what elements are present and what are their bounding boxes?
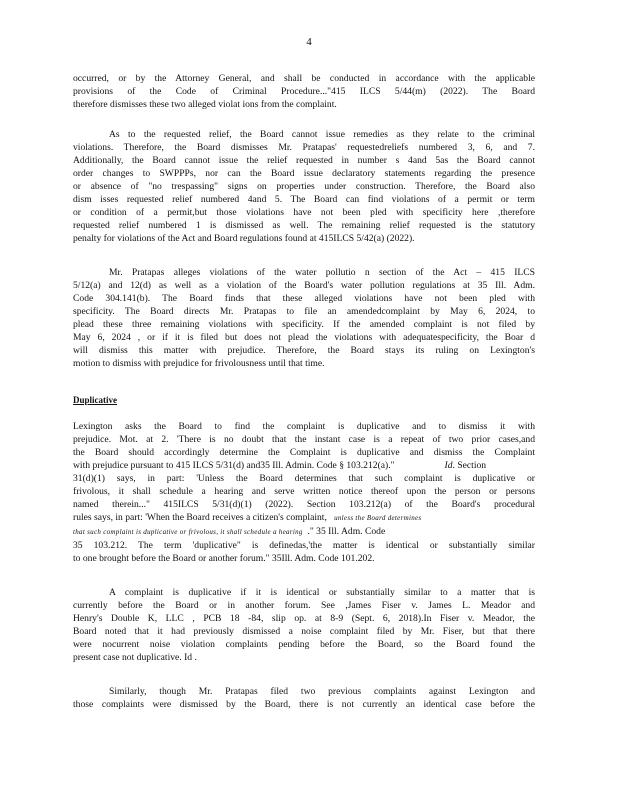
paragraph-1 [73, 72, 535, 111]
text-line: Additionally, the Board cannot issue the relief requested in number s 4and 5as the Board cannot [73, 155, 535, 166]
text-line: Code 304.141(b). The Board finds that these alleged violations have not been pled with [73, 293, 535, 304]
text-line: therefore dismisses these two alleged violat ions from the complaint. [73, 99, 337, 110]
text-line: prejudice. Mot. at 2. 'There is no doubt that the instant case is a repeat of two prior cases,and [73, 434, 535, 445]
text-line: were nocurrent noise violation complaints pending before the Board, so the Board found the [73, 639, 535, 650]
text-fragment: that such complaint is duplicative or frivolous, it shall schedule a hearing [73, 528, 303, 536]
text-line [73, 511, 535, 525]
section-heading: Duplicative [73, 395, 117, 405]
text-line: provisions of the Code of Criminal Procedure..."415 ILCS 5/44(m) (2022). The Board [73, 86, 535, 97]
text-line [73, 525, 535, 539]
text-line: Lexington asks the Board to find the complaint is duplicative and to dismiss it with [73, 421, 535, 432]
duplicative-paragraph-3 [73, 685, 535, 711]
text-line: specificity. The Board directs Mr. Pratapas to file an amendedcomplaint by May 6, 2024, to [73, 306, 535, 317]
text-line: will dismiss this matter with prejudice. Therefore, the Board stays its ruling on Lexington's [73, 345, 535, 356]
text-line: frivolous, it shall schedule a hearing and serve written notice thereof upon the person or persons [73, 486, 535, 497]
text-line: A complaint is duplicative if it is identical or substantially similar to a matter that is [109, 587, 535, 598]
duplicative-paragraph-2 [73, 586, 535, 664]
text-line: 5/12(a) and 12(d) as well as a violation of the Board's water pollution regulations at 35 Ill. Adm. [73, 280, 535, 291]
text-line: dism isses requested relief numbered 4and 5. The Board can find violations of a permit or term [73, 194, 535, 205]
text-line: currently before the Board or in another forum. See ,James Fiser v. James L. Meador and [73, 600, 535, 611]
text-line [73, 459, 535, 472]
page-number: 4 [306, 36, 312, 48]
text-line: the Board should accordingly determine the Complaint is duplicative and dismiss the Complaint [73, 447, 535, 458]
text-line: 31(d)(1) says, in part: 'Unless the Board determines that such complaint is duplicative or [73, 473, 535, 484]
text-line: motion to dismiss with prejudice for frivolousness until that time. [73, 358, 325, 369]
text-line: occurred, or by the Attorney General, and shall be conducted in accordance with the applicable [73, 73, 535, 84]
text-line: or absence of "no trespassing" signs on properties under construction. Therefore, the Board also [73, 181, 535, 192]
text-line: 35 103.212. The term 'duplicative" is definedas,'the matter is identical or substantially similar [73, 540, 535, 551]
paragraph-2 [73, 128, 535, 245]
duplicative-paragraph-1 [73, 420, 535, 565]
text-line: Mr. Pratapas alleges violations of the water pollutio n section of the Act – 415 ILCS [109, 267, 535, 278]
text-line: named therein..." 415ILCS 5/31(d)(1) (2022). Section 103.212(a) of the Board's procedural [73, 499, 535, 510]
paragraph-3 [73, 266, 535, 370]
text-fragment: unless the Board determines [334, 514, 422, 522]
text-line: requested relief numbered 1 is dismissed as well. The remaining relief requested is the statutory [73, 220, 535, 231]
text-line: to one brought before the Board or another forum." 35Ill. Adm. Code 101.202. [73, 553, 375, 564]
text-fragment: with prejudice pursuant to 415 ILCS 5/31(d) and35 Ill. Admin. Code § 103.212(a)." [73, 460, 395, 471]
text-line: May 6, 2024 , or if it is filed but does not plead the violations with adequatespecificity, the Boar d [73, 332, 535, 343]
text-fragment: rules says, in part: 'When the Board receives a citizen's complaint, [73, 512, 327, 523]
text-line: As to the requested relief, the Board cannot issue remedies as they relate to the criminal [109, 129, 535, 140]
text-line: those complaints were dismissed by the Board, there is not currently an identical case before the [73, 699, 535, 710]
text-line: Board noted that it had previously dismissed a noise complaint filed by Mr. Fiser, but that there [73, 626, 535, 637]
text-line: or condition of a permit,but those violations have not been pled with specificity here ,therefore [73, 207, 535, 218]
text-fragment: . Section [452, 460, 487, 471]
text-line: present case not duplicative. Id . [73, 652, 197, 663]
text-line: order changes to SWPPPs, nor can the Board issue declaratory statements regarding the presence [73, 168, 535, 179]
text-fragment: ." 35 Ill. Adm. Code [307, 526, 386, 537]
text-line: plead these three remaining violations with specificity. If the amended complaint is not filed by [73, 319, 535, 330]
text-line: penalty for violations of the Act and Board regulations found at 415ILCS 5/42(a) (2022). [73, 233, 415, 244]
text-line: Henry's Double K, LLC , PCB 18 -84, slip op. at 8-9 (Sept. 6, 2018).In Fiser v. Meador, the [73, 613, 535, 624]
id-citation: Id [444, 460, 453, 471]
text-line: Similarly, though Mr. Pratapas filed two previous complaints against Lexington and [109, 686, 535, 697]
text-line: violations. Therefore, the Board dismisses Mr. Pratapas' requestedreliefs numbered 3, 6, and 7. [73, 142, 535, 153]
